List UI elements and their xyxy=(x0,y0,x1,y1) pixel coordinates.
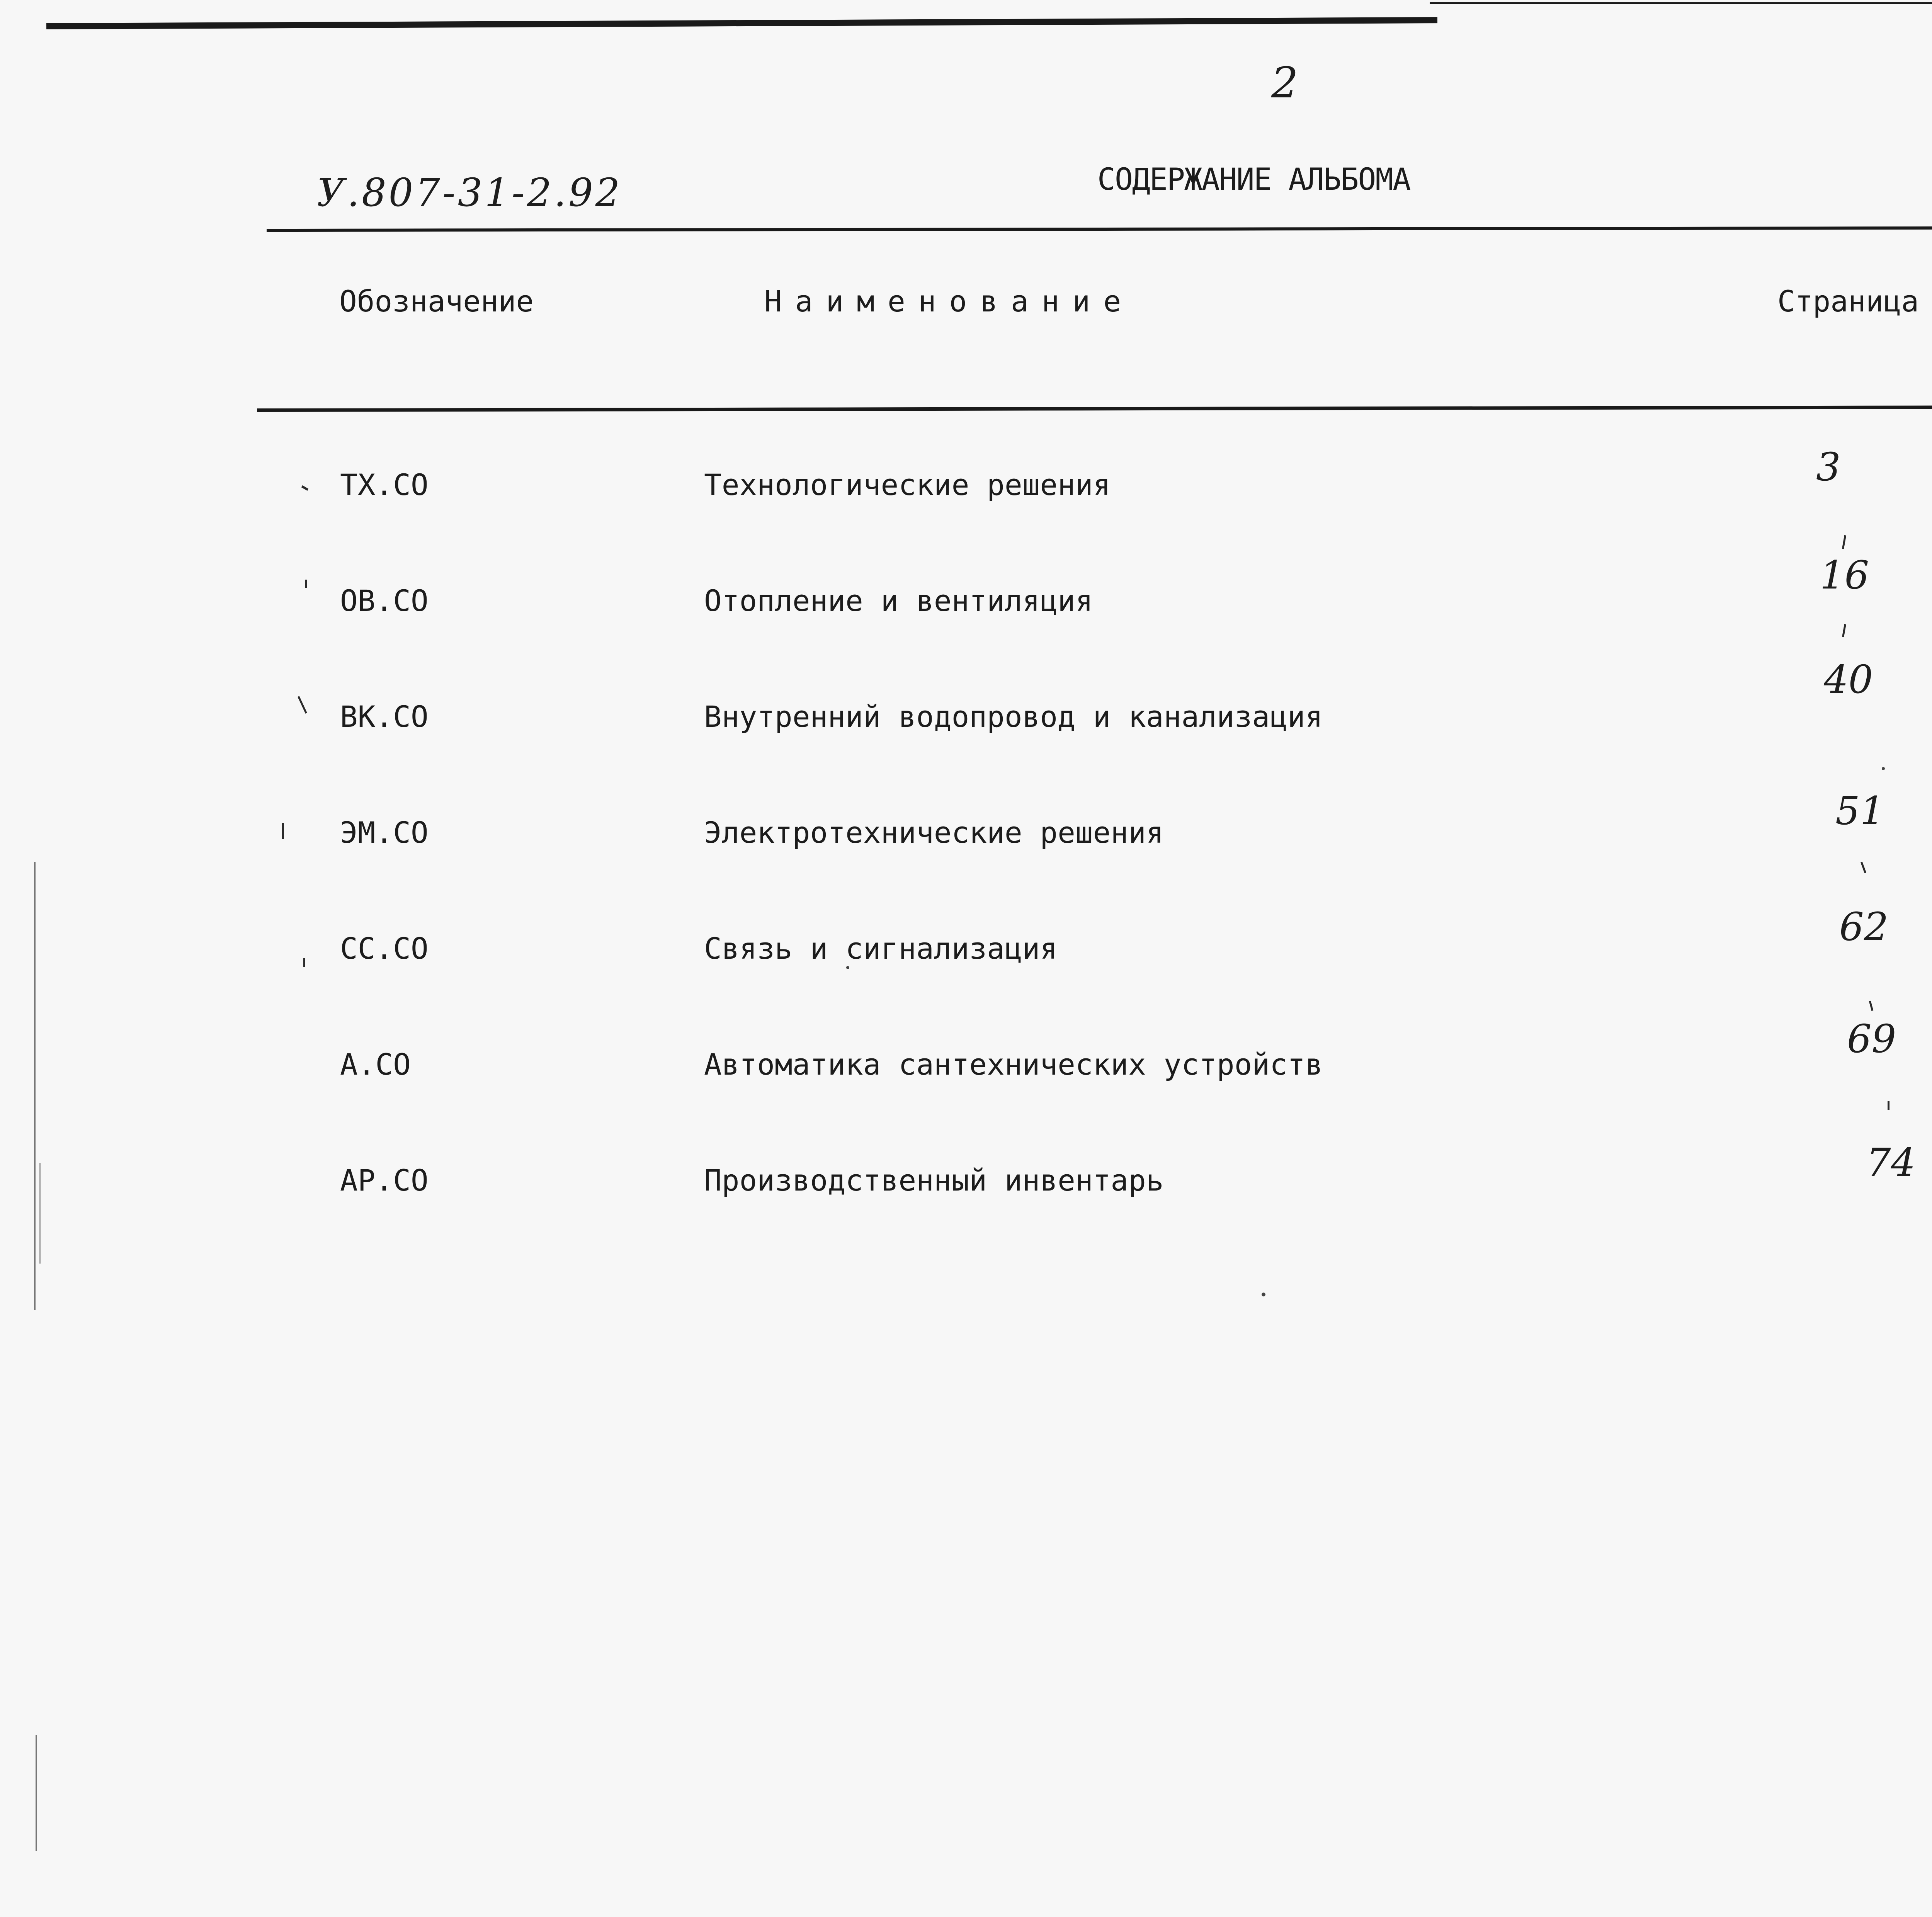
scan-margin-mark xyxy=(36,1735,37,1851)
row-code: ОВ.СО xyxy=(340,583,429,618)
pencil-tick xyxy=(1842,624,1846,637)
row-code: ТХ.СО xyxy=(340,468,429,502)
pencil-tick xyxy=(1869,1001,1874,1011)
column-header-rule xyxy=(257,405,1932,412)
pencil-tick xyxy=(1842,535,1846,549)
row-name: Связь и сигнализация xyxy=(704,931,1058,966)
page-number: 2 xyxy=(1271,58,1298,107)
pencil-tick xyxy=(1861,862,1866,873)
row-page: 62 xyxy=(1839,904,1889,949)
paper-speck xyxy=(1262,1293,1265,1296)
row-name: Внутренний водопровод и канализация xyxy=(704,699,1323,734)
row-page: 3 xyxy=(1816,444,1841,490)
pencil-tick xyxy=(282,823,284,839)
column-header-code: Обозначение xyxy=(339,284,534,318)
row-page: 16 xyxy=(1820,553,1869,598)
row-code: ВК.СО xyxy=(340,699,429,734)
scan-top-line xyxy=(1430,2,1932,4)
column-header-page: Страница xyxy=(1777,284,1919,318)
pencil-tick xyxy=(303,958,305,967)
scan-margin-mark xyxy=(39,1163,41,1264)
column-header-name: Наименование xyxy=(764,284,1134,318)
row-page: 40 xyxy=(1824,657,1873,702)
row-code: ЭМ.СО xyxy=(340,815,429,850)
row-code: АР.СО xyxy=(340,1163,429,1197)
paper-speck xyxy=(846,966,849,969)
row-name: Автоматика сантехнических устройств xyxy=(704,1047,1323,1082)
page-title: СОДЕРЖАНИЕ АЛЬБОМА xyxy=(1097,162,1410,197)
pencil-tick xyxy=(298,696,307,714)
paper-speck xyxy=(1882,767,1885,770)
row-code: А.СО xyxy=(340,1047,411,1082)
document-code: У.807-31-2.92 xyxy=(317,170,622,215)
row-page: 74 xyxy=(1866,1140,1916,1185)
pencil-tick xyxy=(305,580,307,588)
row-page: 69 xyxy=(1847,1016,1896,1061)
row-name: Электротехнические решения xyxy=(704,815,1164,850)
scan-top-edge xyxy=(46,17,1437,29)
row-name: Производственный инвентарь xyxy=(704,1163,1164,1197)
row-name: Технологические решения xyxy=(704,468,1111,502)
row-page: 51 xyxy=(1835,788,1885,833)
header-rule xyxy=(267,226,1932,232)
row-name: Отопление и вентиляция xyxy=(704,583,1093,618)
row-code: СС.СО xyxy=(340,931,429,966)
pencil-tick xyxy=(1888,1101,1889,1110)
pencil-tick xyxy=(301,485,309,491)
scan-margin-mark xyxy=(34,862,36,1310)
